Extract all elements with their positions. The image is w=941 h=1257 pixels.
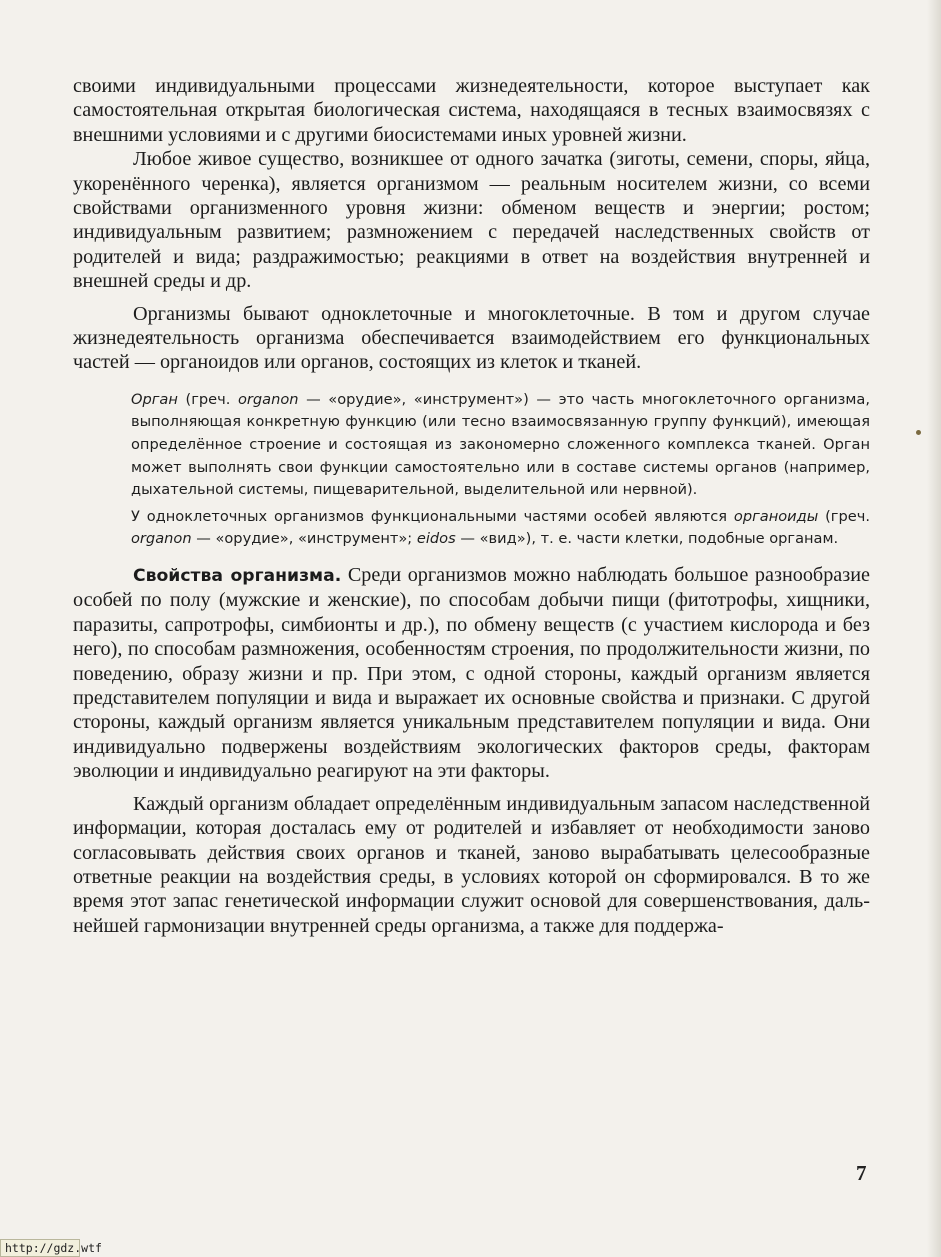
page-number: 7 — [856, 1161, 867, 1185]
paragraph-2: Любое живое существо, возникшее от одного зачатка (зиготы, семени, споры, яйца, укоренённого черенка), является организмом — реальным носителем жизни, со всеми свойствами организменного уровня жизни: обменом веществ и энергии; ростом; индивидуальным развитием; размножением с передачей наследственных свойств от родителей и вида; раздражимостью; реакциями в ответ на воздействия внутренней и внешней среды и др. — [73, 148, 870, 293]
term-organoid: органоиды — [733, 507, 819, 525]
definition-organ: Орган (греч. organon — «орудие», «инструмент») — это часть многоклеточного организма, выполняющая конкретную функцию (или тесно взаимосвязанную группу функций), имеющая определённое строение и состоящая из закономерно сложенного комплекса тканей. Орган может выполнять свои функции самостоятельно или в составе системы органов (например, дыхательной системы, пищеварительной, выделительной или нервной). — [131, 390, 870, 499]
paragraph-4: Свойства организма. Среди организмов можно наблюдать большое разнообразие особей по полу (мужские и женские), по способам добычи пищи (фитотрофы, хищники, паразиты, сапротрофы, симбионты и др.), по обмену веществ (с участием кислорода и без него), по способам размножения, особенностям строения, по продолжительности жизни, по поведению, образу жизни и пр. При этом, с одной стороны, каждый организм является представителем популяции и вида и выражает их основные свойства и признаки. С другой стороны, каждый организм является уникальным представителем популяции и вида. Они индивидуально подвержены воздействиям экологических факторов среды, факторам эволюции и индивидуально реагируют на эти факторы. — [73, 564, 870, 783]
page-edge-shadow — [927, 0, 941, 1257]
scan-dot-mark — [916, 430, 921, 435]
paragraph-3: Организмы бывают одноклеточные и многоклеточные. В том и другом случае жизнедеятельность организма обеспечивается взаимодействием его функциональных частей — органоидов или органов, состоящих из клеток и тканей. — [73, 302, 870, 374]
definition-organoid: У одноклеточных организмов функциональными частями особей являются органоиды (греч. organon — «орудие», «инструмент»; eidos — «вид»), т. е. части клетки, подобные органам. — [131, 507, 870, 548]
paragraph-1: своими индивидуальными процессами жизнедеятельности, которое выступает как самостоятельная открытая биологическая система, находящаяся в тесных взаимосвязях с внешними условиями и с другими биосистемами иных уровней жизни. — [73, 75, 870, 146]
term-organ: Орган — [131, 390, 178, 408]
definition-box — [131, 389, 870, 551]
page-body — [73, 74, 870, 938]
paragraph-5: Каждый организм обладает определённым индивидуальным запасом наследственной информации, которая досталась ему от родителей и избавляет от необходимости заново согласовывать действия своих органов и тканей, заново вырабатывать целесообразные ответные реакции на воздействия среды, в условиях которой он сформировался. В то же время этот запас генетической информации служит основой для совершенствования, дальнейшей гармонизации внутренней среды организма, а также для поддержа- — [73, 792, 870, 937]
watermark-url[interactable]: http://gdz.wtf — [0, 1239, 80, 1257]
section-heading: Свойства организма. — [133, 566, 342, 587]
